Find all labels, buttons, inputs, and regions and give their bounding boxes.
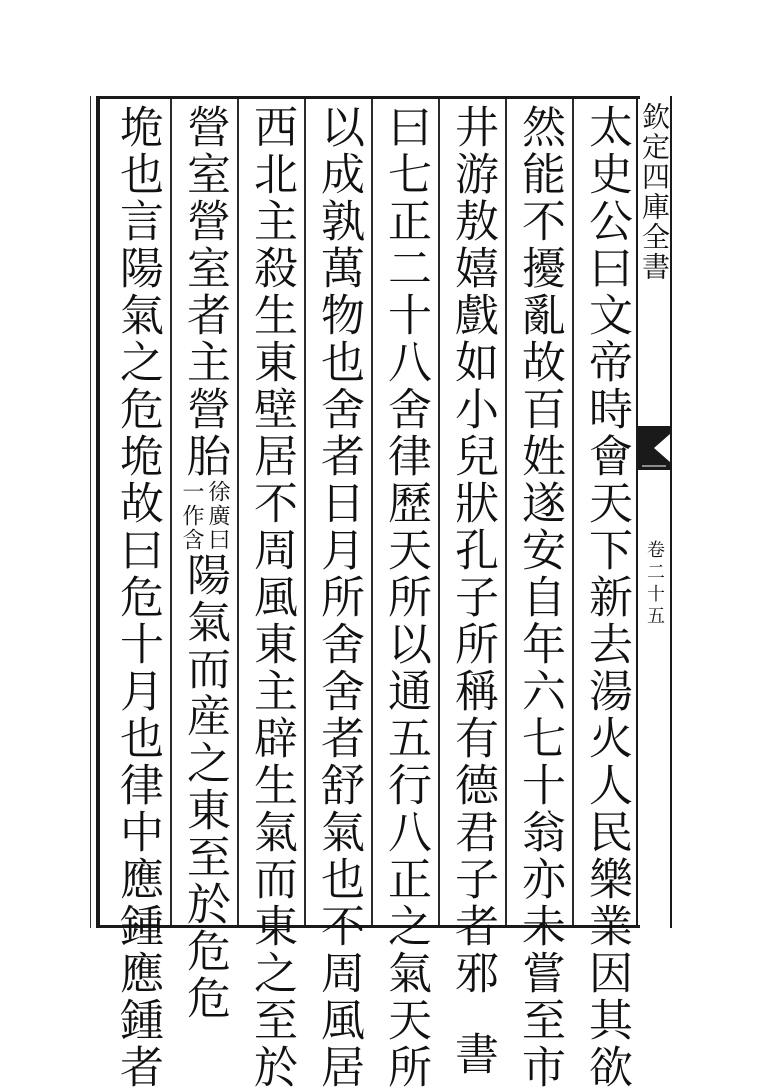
text-column-8 <box>109 104 165 1091</box>
column-rule <box>371 99 373 925</box>
column-text: 以成孰萬物也舍者日月所舍舍者舒氣也不周風居 <box>313 104 364 1091</box>
column-text: 曰七正二十八舍律歷天所以通五行八正之氣天所 <box>380 104 431 1091</box>
column-rule <box>237 99 239 925</box>
page-spine <box>636 96 672 928</box>
text-column-3 <box>444 104 500 1078</box>
text-column-1 <box>578 104 634 1091</box>
text-column-4 <box>377 104 433 1091</box>
column-rule <box>438 99 440 925</box>
column-text-tail: 書 <box>447 1031 498 1078</box>
column-text: 垝也言陽氣之危垝故曰危十月也律中應鍾應鍾者 <box>112 104 163 1091</box>
column-rule <box>304 99 306 925</box>
text-column-2 <box>511 104 567 1091</box>
text-column-5 <box>310 104 366 1091</box>
column-rule <box>170 99 172 925</box>
interlinear-note <box>176 480 232 552</box>
fishtail-mark-icon <box>638 426 670 470</box>
column-text: 陽氣而産之東至於危危 <box>179 552 230 1022</box>
column-rule <box>572 99 574 925</box>
note-left: 一作含 <box>179 480 204 552</box>
spine-title: 欽定四庫全書 <box>638 102 671 282</box>
column-text: 井游敖嬉戲如小兒狀孔子所稱有德君子者邪 <box>447 104 498 997</box>
text-column-6 <box>243 104 299 1091</box>
spine-volume-label: 卷二十五 <box>644 540 665 628</box>
frame-outer-line <box>90 96 91 928</box>
column-text: 然能不擾亂故百姓遂安自年六七十翁亦未嘗至市 <box>514 104 565 1091</box>
column-text: 營室營室者主營胎 <box>179 104 230 480</box>
column-text: 西北主殺生東壁居不周風東主辟生氣而東之至於 <box>246 104 297 1091</box>
column-text: 太史公曰文帝時會天下新去湯火人民樂業因其欲 <box>581 104 632 1091</box>
text-column-7 <box>176 104 232 1022</box>
column-rule <box>505 99 507 925</box>
note-right: 徐廣曰 <box>205 480 230 552</box>
